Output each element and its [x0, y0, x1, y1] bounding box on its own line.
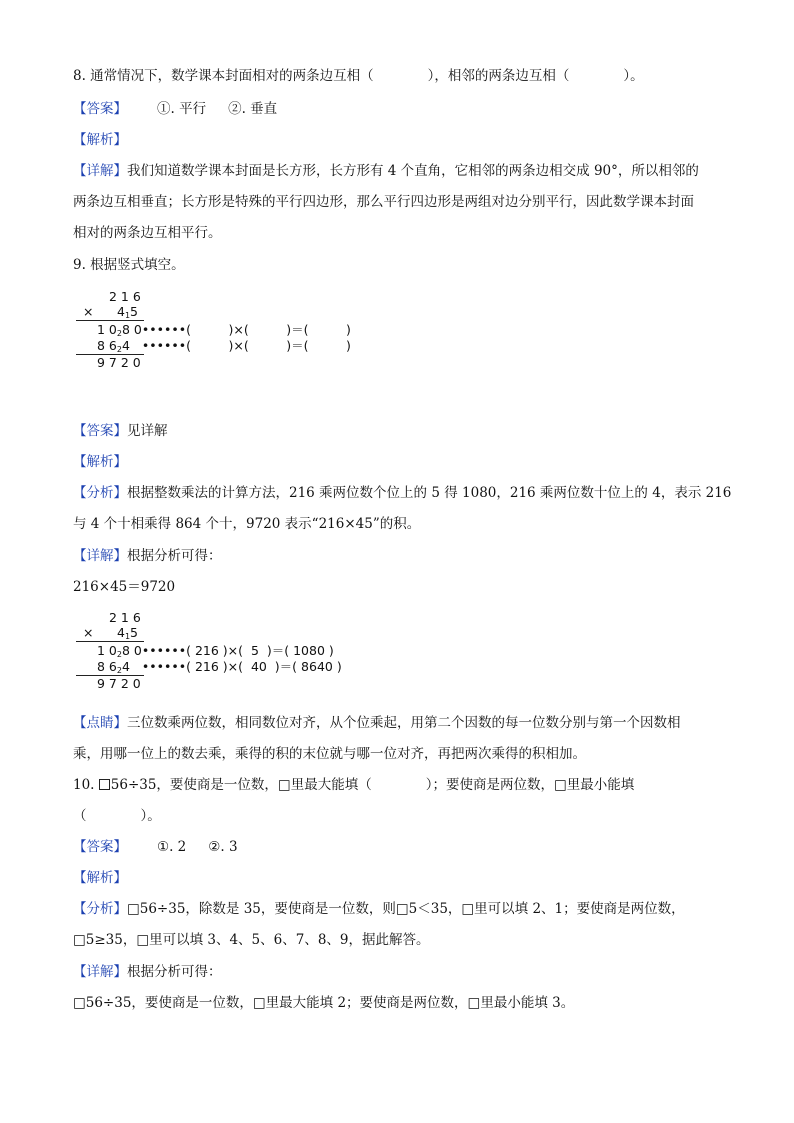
q9-fenxi-1 [73, 484, 731, 502]
q9-detail [73, 547, 222, 565]
fill-row-1: ••••••( )×( )＝( ) [141, 322, 351, 337]
times-sign: × [83, 625, 94, 640]
answer-tag: 【答案】 [73, 101, 127, 117]
q9-answer [73, 422, 168, 440]
q9-point-1 [73, 714, 681, 732]
multiplicand: 2 1 6 [109, 289, 141, 304]
q10-detail-result: □56÷35，要使商是一位数，□里最大能填 2；要使商是两位数，□里最小能填 3。 [73, 995, 575, 1011]
fenxi-tag: 【分析】 [73, 901, 127, 917]
q10-answer [73, 838, 238, 856]
blank-square-icon [99, 779, 110, 790]
q10-fenxi-2: □5≥35，□里可以填 3、4、5、6、7、8、9，据此解答。 [73, 932, 430, 948]
point-tag: 【点睛】 [73, 715, 127, 731]
detail-tag: 【详解】 [73, 548, 127, 564]
vertical-multiplication-blank [73, 290, 413, 370]
fenxi-text: □56÷35，除数是 35，要使商是一位数，则□5＜35，□里可以填 2、1；要使商是两位数， [127, 901, 685, 917]
q8-detail-1 [73, 162, 699, 180]
partial-product-2: 8 $6_24$ ••••••( )×( )＝( ) [97, 338, 351, 354]
analysis-tag: 【解析】 [73, 132, 127, 148]
fenxi-text: 根据整数乘法的计算方法，216 乘两位数个位上的 5 得 1080，216 乘两位数十位上的 4，表示 216 [127, 485, 732, 501]
fill-row-2: ••••••( )×( )＝( ) [141, 338, 351, 353]
detail-text: 我们知道数学课本封面是长方形，长方形有 4 个直角，它相邻的两条边相交成 90°，所以相邻的 [127, 163, 699, 179]
q8-stem: 8. 通常情况下，数学课本封面相对的两条边互相（ ），相邻的两条边互相（ ）。 [73, 68, 644, 84]
point-text: 三位数乘两位数，相同数位对齐，从个位乘起，用第二个因数的每一位数分别与第一个因数相 [127, 715, 681, 731]
q8-detail-2: 两条边互相垂直；长方形是特殊的平行四边形，那么平行四边形是两组对边分别平行，因此数学课本封面 [73, 194, 694, 210]
answer-tag: 【答案】 [73, 839, 127, 855]
answer-tag: 【答案】 [73, 423, 127, 439]
answer-1: ①. 平行 [157, 101, 207, 117]
q10-detail [73, 963, 222, 981]
answer-2: ②. 垂直 [228, 101, 278, 117]
fill-row-1: ••••••( 216 )×( 5 )＝( 1080 ) [141, 643, 334, 658]
detail-text: 根据分析可得： [127, 548, 222, 564]
q8-answer [73, 100, 277, 118]
product: 9 7 2 0 [97, 355, 141, 370]
answer-1: ①. 2 [157, 839, 187, 855]
answer-2: ②. 3 [208, 839, 238, 855]
detail-text: 根据分析可得： [127, 964, 222, 980]
analysis-tag: 【解析】 [73, 870, 127, 886]
fenxi-tag: 【分析】 [73, 485, 127, 501]
multiplicand: 2 1 6 [109, 610, 141, 625]
q8-detail-3: 相对的两条边互相平行。 [73, 225, 222, 241]
times-sign: × [83, 304, 94, 319]
vertical-multiplication-filled [73, 611, 413, 691]
analysis-tag: 【解析】 [73, 454, 127, 470]
partial-product-2: 8 $6_24$ ••••••( 216 )×( 40 )＝( 8640 ) [97, 659, 342, 675]
q9-point-2: 乘，用哪一位上的数去乘，乘得的积的末位就与哪一位对齐，再把两次乘得的积相加。 [73, 746, 586, 762]
q10-fenxi-1 [73, 900, 685, 918]
q9-fenxi-2: 与 4 个十相乘得 864 个十，9720 表示“216×45”的积。 [73, 516, 421, 532]
rule-line [76, 641, 144, 642]
q10-stem-2: （ ）。 [73, 808, 161, 824]
q9-stem: 9. 根据竖式填空。 [73, 257, 185, 273]
partial-product-1: 1 $0_28$ 0••••••( 216 )×( 5 )＝( 1080 ) [97, 643, 334, 659]
fill-row-2: ••••••( 216 )×( 40 )＝( 8640 ) [141, 659, 342, 674]
partial-product-1: 1 $0_28$ 0••••••( )×( )＝( ) [97, 322, 351, 338]
q10-stem-1: 10. 56÷35，要使商是一位数，□里最大能填（ ）；要使商是两位数，□里最小能填 [73, 777, 635, 793]
rule-line [76, 320, 144, 321]
product: 9 7 2 0 [97, 676, 141, 691]
detail-tag: 【详解】 [73, 964, 127, 980]
q9-equation: 216×45＝9720 [73, 579, 176, 595]
detail-tag: 【详解】 [73, 163, 127, 179]
answer-text: 见详解 [127, 423, 168, 439]
multiplier: $4_15$ [117, 304, 138, 320]
multiplier: $4_15$ [117, 625, 138, 641]
